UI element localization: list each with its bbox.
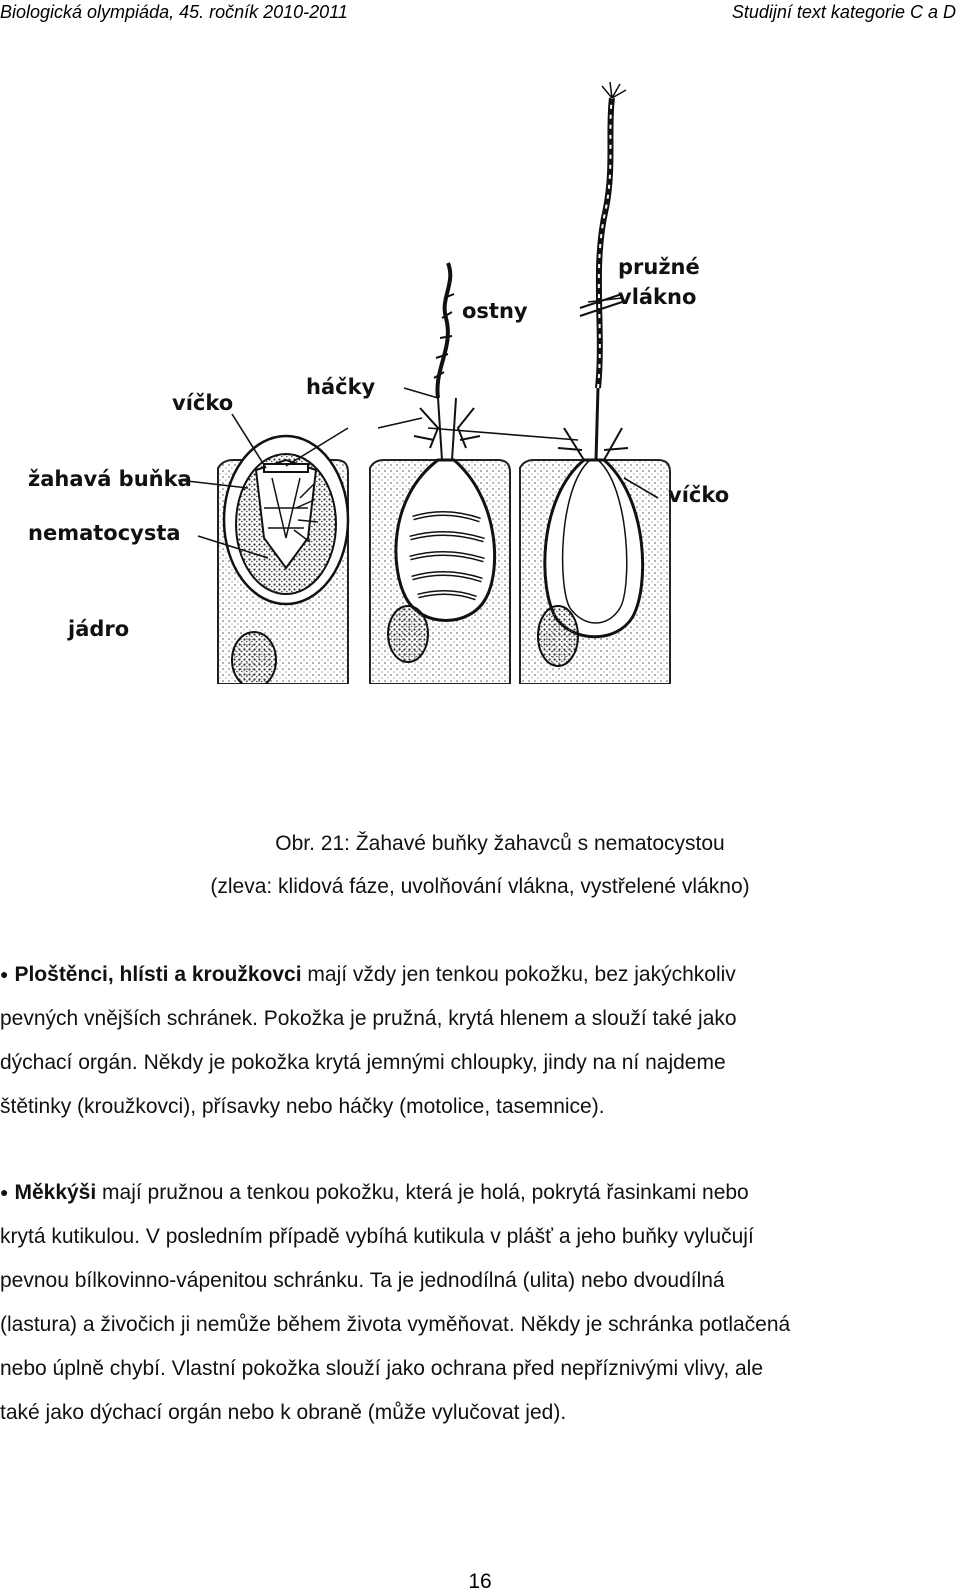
paragraph-bold-term: Ploštěnci, hlísti a kroužkovci (14, 963, 302, 986)
paragraph-line: krytá kutikulou. V posledním případě vybíhá kutikula v plášť a jeho buňky vylučují (0, 1225, 754, 1248)
capsule-resting (224, 436, 348, 604)
label-zahava-bunka: žahavá buňka (28, 467, 192, 491)
bullet-icon: ● (0, 1184, 9, 1200)
figure-caption-subtitle: (zleva: klidová fáze, uvolňování vlákna, vystřelené vlákno) (210, 875, 750, 898)
paragraph-line: také jako dýchací orgán nebo k obraně (může vylučovat jed). (0, 1401, 567, 1424)
paragraph-mekkysi (0, 1170, 956, 1435)
page-number: 16 (468, 1570, 492, 1593)
capsule-discharged (545, 82, 643, 637)
nematocyst-figure (18, 68, 784, 684)
label-hacky: háčky (306, 375, 376, 399)
bullet-icon: ● (0, 966, 9, 982)
label-vlakno: vlákno (618, 285, 697, 309)
nematocyst-illustration (18, 68, 784, 684)
label-nematocysta: nematocysta (28, 521, 181, 545)
paragraph-line: (lastura) a živočich ji nemůže během života vyměňovat. Někdy je schránka potlačená (0, 1313, 791, 1336)
label-jadro: jádro (68, 617, 130, 641)
paragraph-line: pevnou bílkovinno-vápenitou schránku. Ta je jednodílná (ulita) nebo dvoudílná (0, 1269, 725, 1292)
page-header (0, 0, 960, 26)
paragraph-line: štětinky (kroužkovci), přísavky nebo háčky (motolice, tasemnice). (0, 1095, 605, 1118)
label-pruzne: pružné (618, 255, 700, 279)
paragraph-text: mají vždy jen tenkou pokožku, bez jakýchkoliv (301, 963, 736, 986)
header-right: Studijní text kategorie C a D (731, 2, 956, 22)
paragraph-line (0, 952, 956, 997)
paragraph-line: dýchací orgán. Někdy je pokožka krytá jemnými chloupky, jindy na ní najdeme (0, 1051, 726, 1074)
paragraph-plostenci (0, 952, 956, 1129)
figure-caption-title: Obr. 21: Žahavé buňky žahavců s nematocystou (275, 832, 725, 855)
label-vicko-right: víčko (668, 483, 730, 507)
label-vicko-left: víčko (172, 391, 234, 415)
paragraph-line: nebo úplně chybí. Vlastní pokožka slouží jako ochrana před nepříznivými vlivy, ale (0, 1357, 764, 1380)
paragraph-bold-term: Měkkýši (14, 1181, 97, 1204)
paragraph-text: mají pružnou a tenkou pokožku, která je holá, pokrytá řasinkami nebo (96, 1181, 749, 1204)
label-ostny: ostny (462, 299, 528, 323)
paragraph-line: pevných vnějších schránek. Pokožka je pružná, krytá hlenem a slouží také jako (0, 1007, 737, 1030)
header-left: Biologická olympiáda, 45. ročník 2010-2011 (0, 2, 348, 22)
paragraph-line (0, 1170, 956, 1215)
